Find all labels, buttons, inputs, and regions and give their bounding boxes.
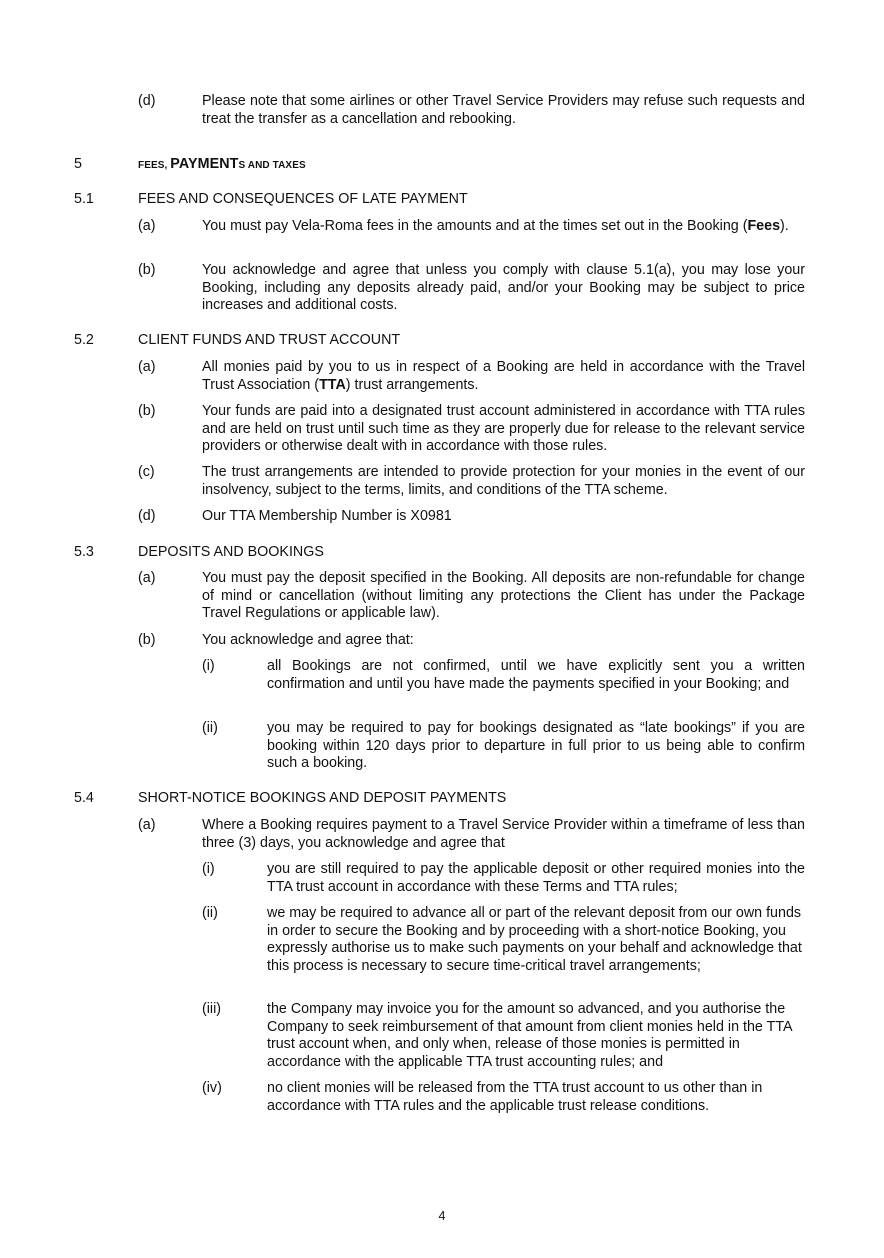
- clause-5-2d-text: Our TTA Membership Number is X0981: [202, 508, 452, 524]
- clause-5-2-number: 5.2: [74, 332, 94, 348]
- clause-5-1-title: FEES AND CONSEQUENCES OF LATE PAYMENT: [138, 191, 468, 207]
- clause-5-4a-iv-label: (iv): [202, 1080, 222, 1096]
- section-5-heading-part2: PAYMENT: [170, 156, 239, 172]
- clause-5-3b-i-text: all Bookings are not confirmed, until we have explicitly sent you a written confirmation and until you have made the payments specified in your Booking; and: [267, 658, 805, 692]
- defined-term-fees: Fees: [747, 218, 781, 234]
- clause-5-4a-i-text: you are still required to pay the applicable deposit or other required monies into the TTA trust account in accordance with these Terms and TTA rules;: [267, 861, 805, 895]
- clause-5-3-number: 5.3: [74, 544, 94, 560]
- clause-5-3a-text: You must pay the deposit specified in the Booking. All deposits are non-refundable for change of mind or cancellation (without limiting any protections the Client has under the Package Travel Regulations or applicable law).: [202, 570, 805, 621]
- clause-5-4-title: SHORT-NOTICE BOOKINGS AND DEPOSIT PAYMENTS: [138, 790, 507, 806]
- clause-5-4a-ii-text: we may be required to advance all or part of the relevant deposit from our own funds in order to secure the Booking and by proceeding with a short-notice Booking, you expressly authorise us to make such payments on your behalf and acknowledge that this process is necessary to secure time-critical travel arrangements;: [267, 905, 802, 974]
- section-5-heading: [138, 156, 306, 175]
- clause-5-1b-text: You acknowledge and agree that unless you comply with clause 5.1(a), you may lose your Booking, including any deposits already paid, and/or your Booking may be subject to price increases and additional costs.: [202, 262, 805, 313]
- clause-5-3b-ii-text: you may be required to pay for bookings designated as “late bookings” if you are booking within 120 days prior to departure in full prior to us being able to confirm such a booking.: [267, 720, 805, 771]
- clause-5-4a-iii-label: (iii): [202, 1001, 222, 1017]
- clause-5-1a-pre: You must pay Vela-Roma fees in the amounts and at the times set out in the Booking (: [202, 218, 748, 234]
- clause-5-2b-text: Your funds are paid into a designated trust account administered in accordance with TTA rules and are held on trust until such time as they are properly due for release to the relevant service providers or otherwise dealt with in accordance with those rules.: [202, 403, 805, 454]
- clause-5-2a-label: (a): [138, 359, 156, 375]
- clause-5-4a-text: Where a Booking requires payment to a Travel Service Provider within a timeframe of less than three (3) days, you acknowledge and agree that: [202, 817, 805, 851]
- clause-5-4a-i-label: (i): [202, 861, 215, 877]
- clause-5-2a-pre: All monies paid by you to us in respect of a Booking are held in accordance with the Travel Trust Association (: [202, 359, 805, 393]
- clause-5-2c-text: The trust arrangements are intended to provide protection for your monies in the event of our insolvency, subject to the terms, limits, and conditions of the TTA scheme.: [202, 464, 805, 498]
- section-5-heading-part3: S AND TAXES: [238, 160, 306, 171]
- clause-5-1a-post: ).: [780, 218, 789, 234]
- clause-5-3b-ii-label: (ii): [202, 720, 218, 736]
- clause-5-2a-text: [202, 359, 805, 394]
- clause-5-3-title: DEPOSITS AND BOOKINGS: [138, 544, 324, 560]
- clause-5-2c-label: (c): [138, 464, 155, 480]
- clause-5-4a-label: (a): [138, 817, 156, 833]
- clause-5-2d-label: (d): [138, 508, 156, 524]
- clause-5-2b-label: (b): [138, 403, 156, 419]
- clause-5-4a-iii-text: the Company may invoice you for the amount so advanced, and you authorise the Company to seek reimbursement of that amount from client monies held in the TTA trust account when, and only when, release of those monies is permitted in accordance with the applicable TTA trust accounting rules; and: [267, 1001, 792, 1070]
- section-5-number: 5: [74, 156, 82, 172]
- clause-5-3b-text: You acknowledge and agree that:: [202, 632, 414, 648]
- clause-5-1b-label: (b): [138, 262, 156, 278]
- clause-label-4d: (d): [138, 93, 156, 109]
- clause-5-4a-iv-text: no client monies will be released from the TTA trust account to us other than in accordance with TTA rules and the applicable trust release conditions.: [267, 1080, 763, 1114]
- page-number: 4: [438, 1209, 446, 1223]
- clause-5-4-number: 5.4: [74, 790, 94, 806]
- clause-4d-text: Please note that some airlines or other Travel Service Providers may refuse such requests and treat the transfer as a cancellation and rebooking.: [202, 93, 805, 127]
- clause-5-3b-i-label: (i): [202, 658, 215, 674]
- clause-5-1-number: 5.1: [74, 191, 94, 207]
- clause-5-2-title: CLIENT FUNDS AND TRUST ACCOUNT: [138, 332, 401, 348]
- clause-5-2a-post: ) trust arrangements.: [345, 376, 479, 393]
- clause-5-1a-text: [202, 218, 805, 236]
- clause-5-3b-label: (b): [138, 632, 156, 648]
- clause-5-1a-label: (a): [138, 218, 156, 234]
- clause-5-3a-label: (a): [138, 570, 156, 586]
- defined-term-tta: TTA: [319, 376, 346, 393]
- clause-5-4a-ii-label: (ii): [202, 905, 218, 921]
- section-5-heading-part1: FEES,: [138, 160, 171, 171]
